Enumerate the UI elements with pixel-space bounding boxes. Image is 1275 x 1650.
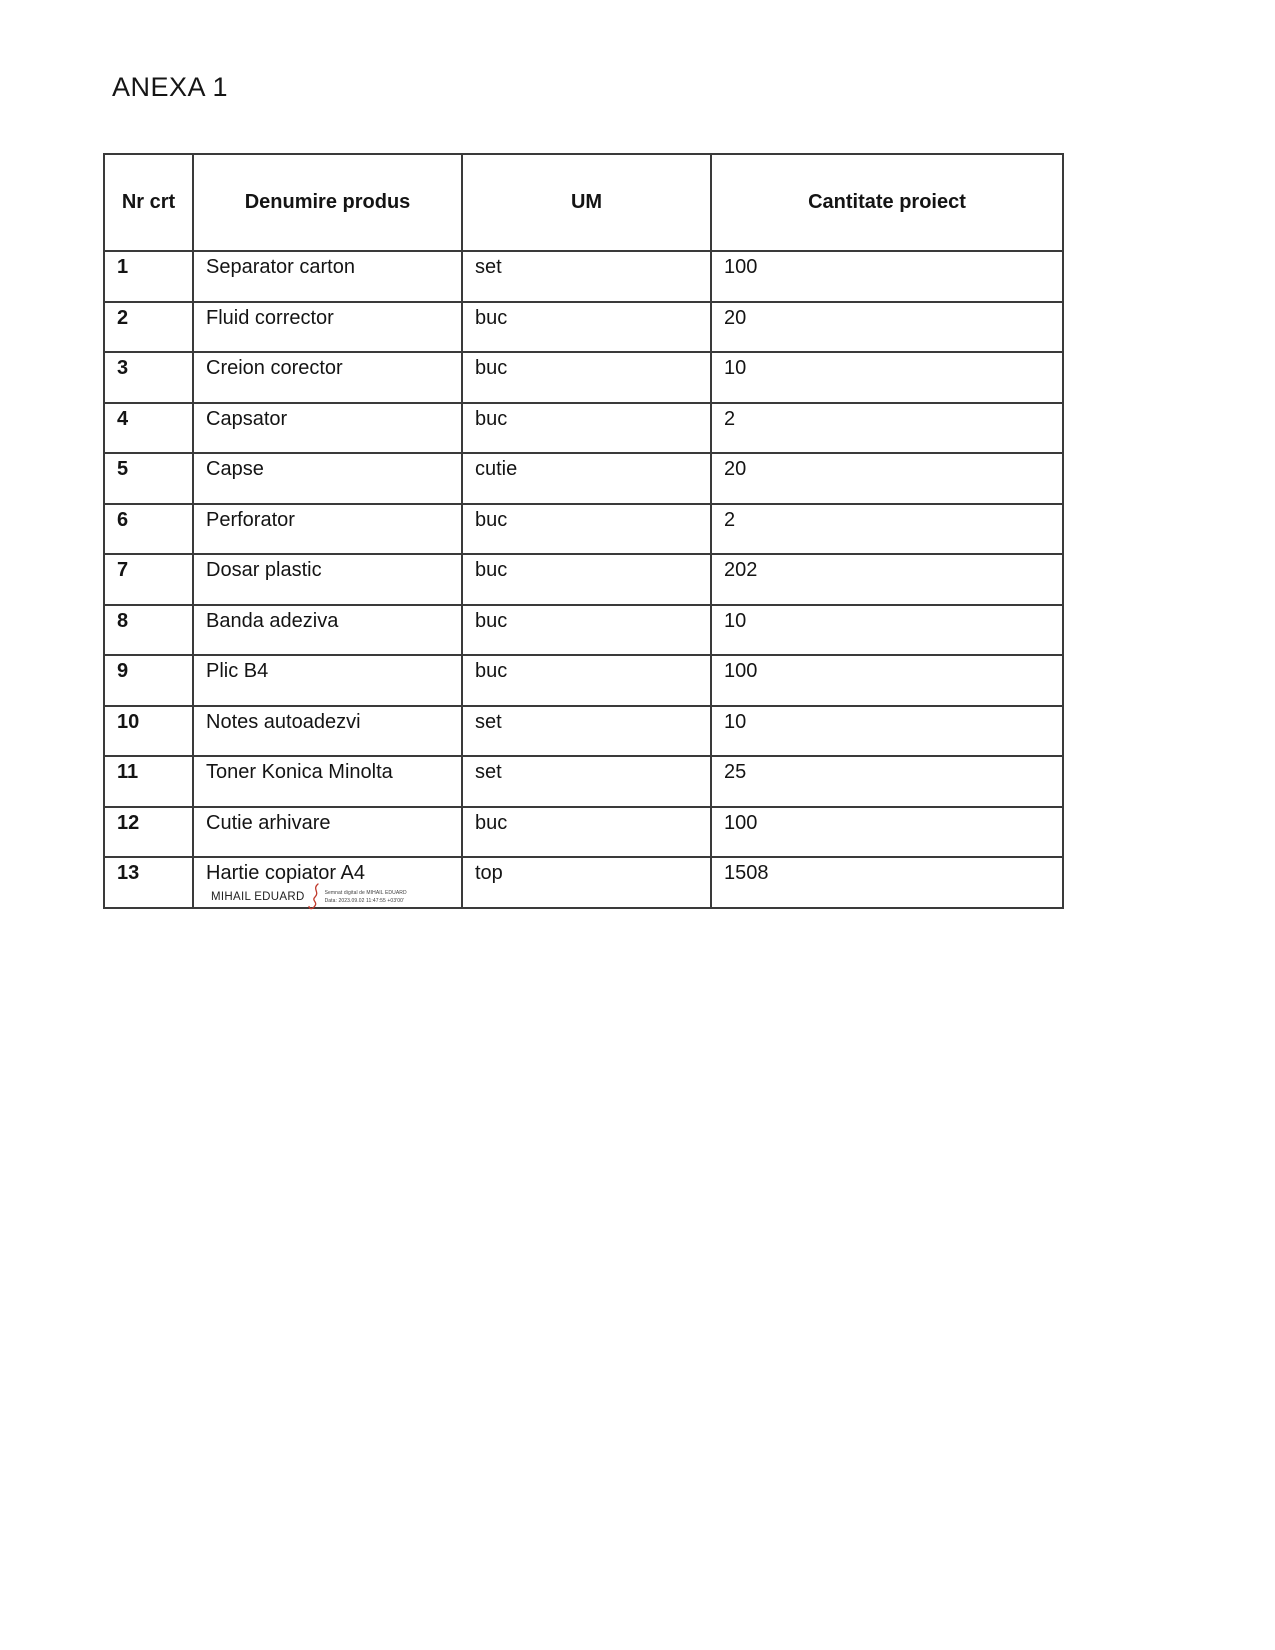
cantitate-cell: 100 [711,807,1063,858]
nr-cell: 5 [104,453,193,504]
column-header-um: UM [462,154,711,251]
produs-cell: Toner Konica Minolta [193,756,462,807]
produs-cell: Creion corector [193,352,462,403]
signature-details [325,889,407,905]
table-row [104,655,1063,706]
um-cell: top [462,857,711,908]
column-header-denumire-produs: Denumire produs [193,154,462,251]
nr-cell: 10 [104,706,193,757]
table-row [104,605,1063,656]
column-header-nr-crt: Nr crt [104,154,193,251]
nr-cell: 3 [104,352,193,403]
nr-cell: 6 [104,504,193,555]
nr-cell: 8 [104,605,193,656]
cantitate-cell: 100 [711,655,1063,706]
signature-block [211,882,407,912]
cantitate-cell: 20 [711,302,1063,353]
nr-cell: 7 [104,554,193,605]
signature-detail-line2: Data: 2023.09.02 11:47:55 +03'00' [324,898,405,904]
produs-cell: Notes autoadezvi [193,706,462,757]
produs-cell: Hartie copiator A4 [193,857,462,908]
produs-cell: Dosar plastic [193,554,462,605]
table-row [104,807,1063,858]
nr-cell: 2 [104,302,193,353]
produs-cell: Capsator [193,403,462,454]
produs-cell: Separator carton [193,251,462,302]
table-row [104,453,1063,504]
um-cell: set [462,756,711,807]
page-title: ANEXA 1 [112,72,229,102]
signature-flourish-icon [307,882,322,912]
table-row [104,251,1063,302]
table-row [104,352,1063,403]
um-cell: buc [462,403,711,454]
table-row [104,504,1063,555]
produs-cell: Plic B4 [193,655,462,706]
nr-cell: 13 [104,857,193,908]
um-cell: buc [462,554,711,605]
produs-cell: Fluid corrector [193,302,462,353]
table-body [104,251,1063,908]
um-cell: buc [462,807,711,858]
produs-cell: Perforator [193,504,462,555]
nr-cell: 12 [104,807,193,858]
um-cell: buc [462,504,711,555]
um-cell: set [462,251,711,302]
um-cell: buc [462,605,711,656]
um-cell: cutie [462,453,711,504]
table-header-row [104,154,1063,251]
cantitate-cell: 25 [711,756,1063,807]
cantitate-cell: 2 [711,504,1063,555]
produs-cell: Cutie arhivare [193,807,462,858]
cantitate-cell: 10 [711,352,1063,403]
signature-detail-line1: Semnat digital de MIHAIL EDUARD [324,890,407,896]
produs-cell: Capse [193,453,462,504]
column-header-cantitate-proiect: Cantitate proiect [711,154,1063,251]
cantitate-cell: 20 [711,453,1063,504]
signature-name: MIHAIL EDUARD [211,891,305,903]
um-cell: buc [462,302,711,353]
nr-cell: 11 [104,756,193,807]
table-row [104,706,1063,757]
nr-cell: 4 [104,403,193,454]
cantitate-cell: 10 [711,605,1063,656]
table-row [104,756,1063,807]
um-cell: buc [462,655,711,706]
cantitate-cell: 10 [711,706,1063,757]
um-cell: buc [462,352,711,403]
cantitate-cell: 202 [711,554,1063,605]
nr-cell: 1 [104,251,193,302]
nr-cell: 9 [104,655,193,706]
cantitate-cell: 1508 [711,857,1063,908]
table-row [104,302,1063,353]
table-row [104,403,1063,454]
produs-cell: Banda adeziva [193,605,462,656]
cantitate-cell: 2 [711,403,1063,454]
um-cell: set [462,706,711,757]
products-table [103,153,1064,909]
table-row [104,554,1063,605]
cantitate-cell: 100 [711,251,1063,302]
